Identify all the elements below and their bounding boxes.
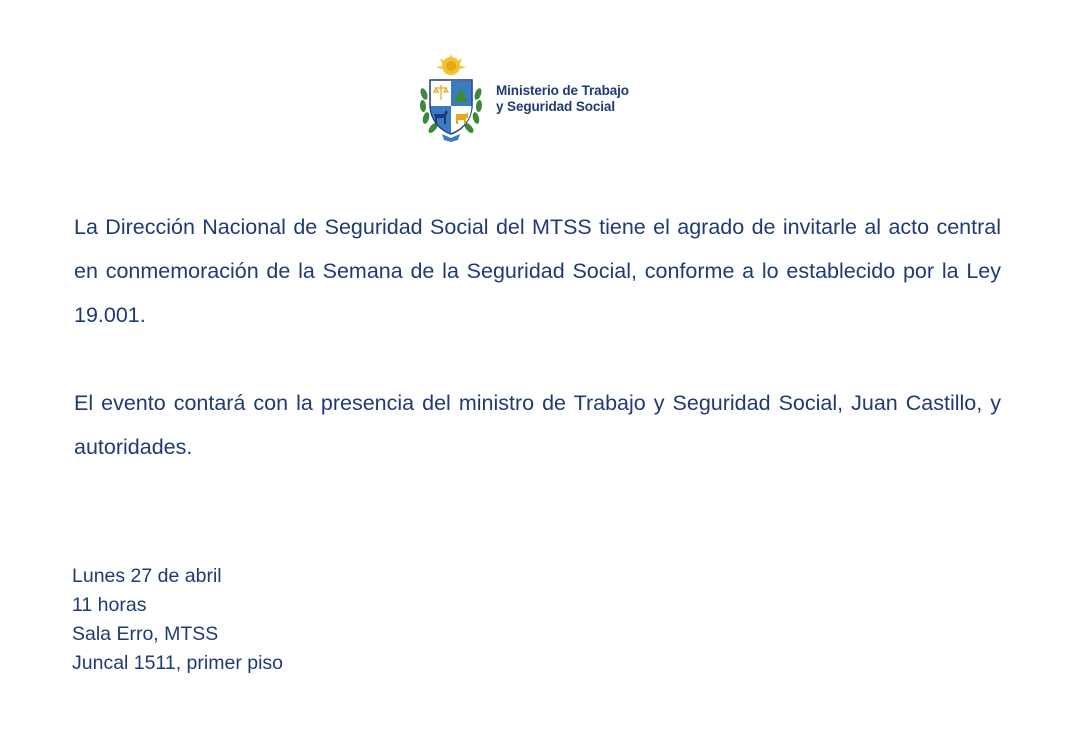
event-place: Sala Erro, MTSS <box>72 623 219 645</box>
event-details <box>72 562 283 678</box>
invitation-paragraph: La Dirección Nacional de Seguridad Social del MTSS tiene el agrado de invitarle al acto central en conmemoración de la Semana de la Seguridad Social, conforme a lo establecido por la Ley 19.001. <box>74 215 1001 327</box>
ministry-name <box>496 83 629 115</box>
coat-of-arms-icon <box>416 54 486 144</box>
event-date: Lunes 27 de abril <box>72 565 222 587</box>
event-paragraph: El evento contará con la presencia del ministro de Trabajo y Seguridad Social, Juan Castillo, y autoridades. <box>74 391 1001 459</box>
header <box>416 54 629 144</box>
event-time: 11 horas <box>72 594 147 616</box>
ministry-name-line1: Ministerio de Trabajo <box>496 83 629 98</box>
event-address: Juncal 1511, primer piso <box>72 652 283 674</box>
ministry-name-line2: y Seguridad Social <box>496 99 615 114</box>
